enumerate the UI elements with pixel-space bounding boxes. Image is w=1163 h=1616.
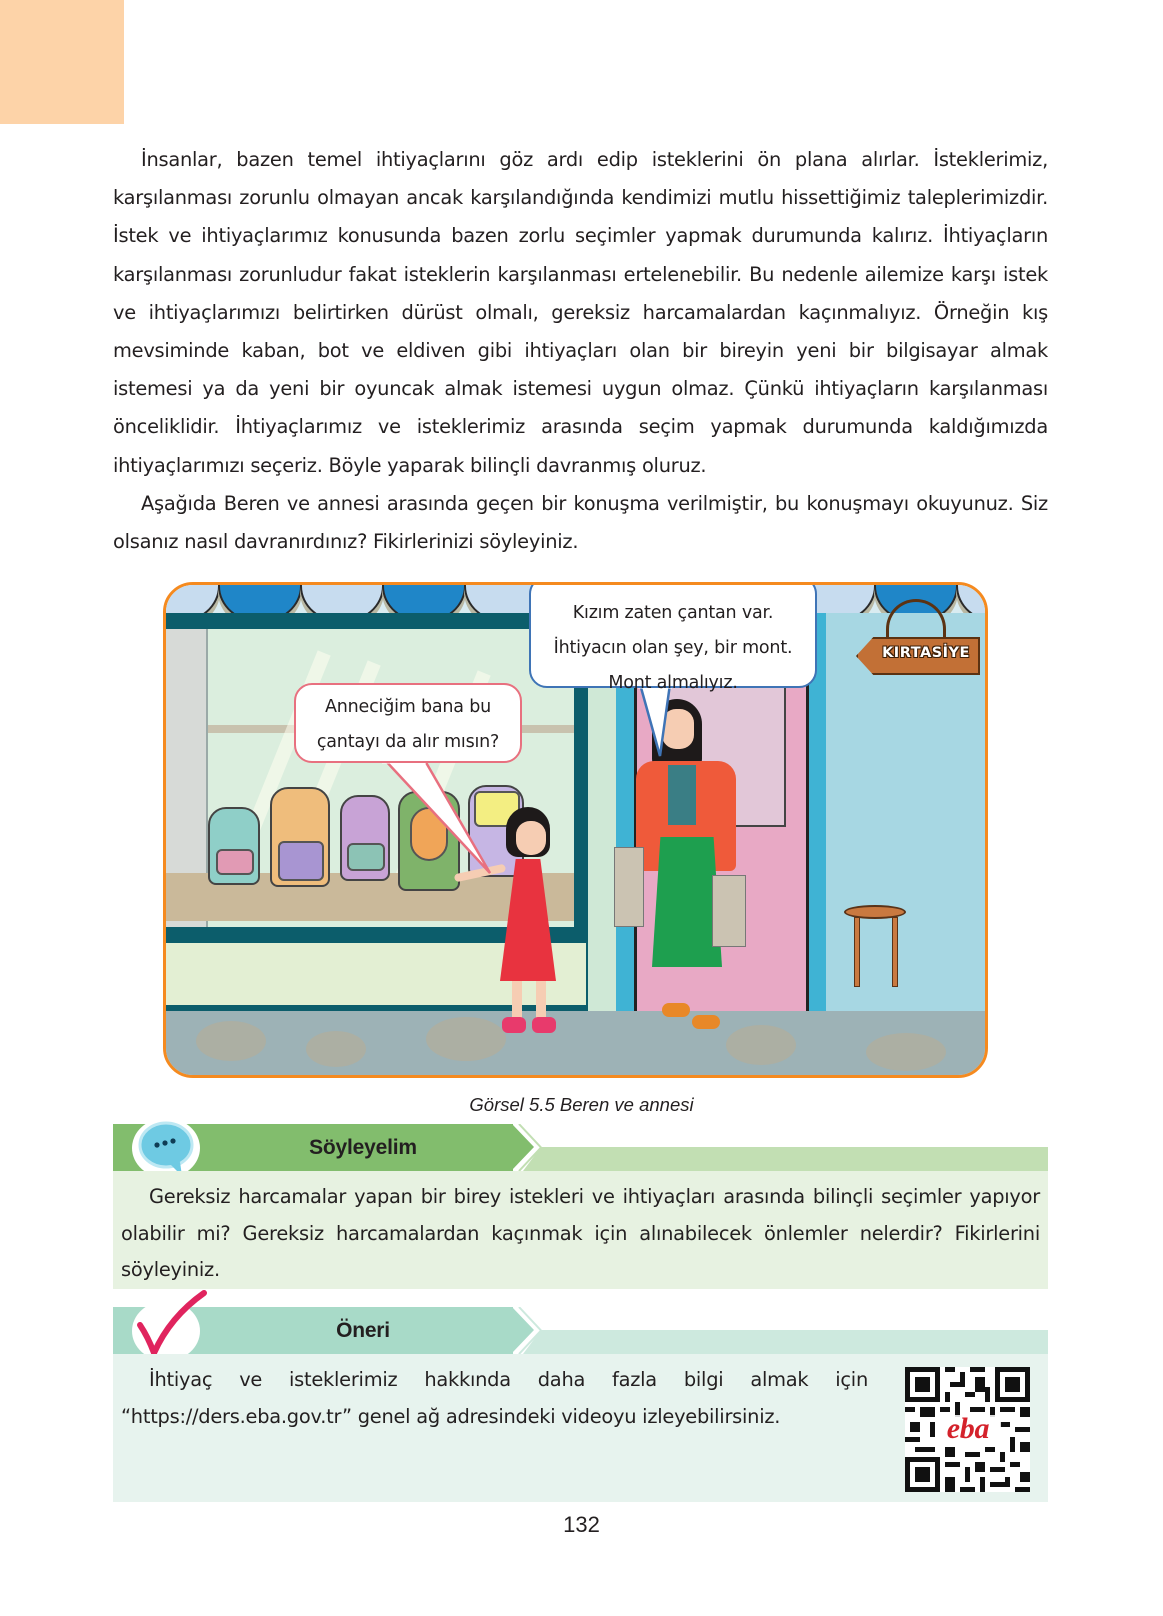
sidewalk-floor: [166, 1011, 985, 1078]
stool-leg: [854, 917, 860, 987]
bag-pocket: [216, 849, 254, 875]
section-text: Gereksiz harcamalar yapan bir birey istekleri ve ihtiyaçları arasında bilinçli seçimler yapıyor olabilir mi? Gereksiz harcamalardan kaçınmak için alınabilecek önlemler nelerdir? Fikirlerini söyleyiniz.: [121, 1185, 1040, 1281]
intro-paragraph: [113, 141, 1048, 485]
section-title: Söyleyelim: [309, 1136, 417, 1159]
section-badge: [132, 1118, 200, 1178]
eba-logo: eba: [935, 1415, 1001, 1443]
section-title: Öneri: [336, 1319, 390, 1342]
section-header-band: [113, 1124, 1048, 1171]
section-header-band: [113, 1307, 1048, 1354]
figure-caption: Görsel 5.5 Beren ve annesi: [469, 1094, 694, 1115]
child-boot: [502, 1017, 526, 1033]
floor-pattern: [726, 1025, 796, 1065]
bag-pocket: [278, 841, 324, 881]
bubble-line: Mont almalıyız.: [608, 673, 738, 693]
floor-pattern: [306, 1031, 366, 1067]
child-leg: [536, 981, 546, 1021]
shopping-bag: [712, 875, 746, 947]
page-number: 132: [563, 1512, 600, 1537]
section-body: [113, 1354, 1048, 1502]
section-body: [113, 1171, 1048, 1289]
checkmark-icon: [130, 1283, 210, 1363]
paragraph-text: Aşağıda Beren ve annesi arasında geçen bir konuşma verilmiştir, bu konuşmayı okuyunuz. Siz olsanız nasıl davranırdınız? Fikirlerinizi söyleyiniz.: [113, 492, 1048, 554]
floor-pattern: [866, 1033, 946, 1071]
child-leg: [512, 981, 522, 1021]
backpack-teal: [208, 807, 260, 885]
bubble-line: çantayı da alır mısın?: [316, 732, 500, 752]
floor-pattern: [196, 1021, 266, 1061]
header-band-light: [523, 1330, 1048, 1354]
shopping-bag: [614, 847, 644, 927]
stool-leg: [892, 917, 898, 987]
child-speech-bubble: [294, 683, 522, 763]
backpack-orange: [270, 787, 330, 887]
bubble-line: İhtiyacın olan şey, bir mont.: [553, 638, 793, 658]
paragraph-text: İnsanlar, bazen temel ihtiyaçlarını göz ardı edip isteklerini ön plana alırlar. İsteklerimiz, karşılanması zorunlu olmayan ancak karşılandığında kendimizi mutlu hissettiğimiz taleplerimizdir. İstek ve ihtiyaçlarımız konusunda bazen zorlu seçimler yapmak durumunda kalırız. İhtiyaçların karşılanması zorunludur fakat isteklerin karşılanması ertelenebilir. Bu nedenle ailemize karşı istek ve ihtiyaçlarımızı belirtirken dürüst olmalı, gereksiz harcamalardan kaçınmalıyız. Örneğin kış mevsiminde kaban, bot ve eldiven gibi ihtiyaçları olan bir bireyin yeni bir bilgisayar almak istemesi ya da yeni bir oyuncak almak istemesi uygun olmaz. Çünkü ihtiyaçların karşılanması önceliklidir. İhtiyaçlarımız ve isteklerimiz arasında seçim yapmak durumunda kaldığımızda ihtiyaçlarımızı seçeriz. Böyle yaparak bilinçli davranmış oluruz.: [113, 148, 1048, 477]
bubble-line: Anneciğim bana bu: [325, 697, 491, 717]
floor-pattern: [426, 1017, 506, 1061]
qr-code[interactable]: [905, 1367, 1030, 1492]
section-badge: [132, 1301, 200, 1361]
mother-speech-bubble: [529, 582, 817, 693]
header-band-light: [523, 1147, 1048, 1171]
bubble-line: Kızım zaten çantan var.: [572, 603, 774, 623]
child-face: [516, 821, 546, 855]
child-boot: [532, 1017, 556, 1033]
mother-shoe: [662, 1003, 690, 1017]
child-bubble-tail: [366, 757, 506, 877]
corner-color-block: [0, 0, 124, 124]
section-text: İhtiyaç ve isteklerimiz hakkında daha fazla bilgi almak için “https://ders.eba.gov.tr” genel ağ adresindeki videoyu izleyebilirsiniz.: [121, 1368, 868, 1428]
sign-label: KIRTASİYE: [882, 645, 970, 661]
illustration-beren-and-mother: [163, 582, 988, 1078]
instruction-paragraph: [113, 485, 1048, 561]
mother-shoe: [692, 1015, 720, 1029]
mother-top: [668, 765, 696, 825]
